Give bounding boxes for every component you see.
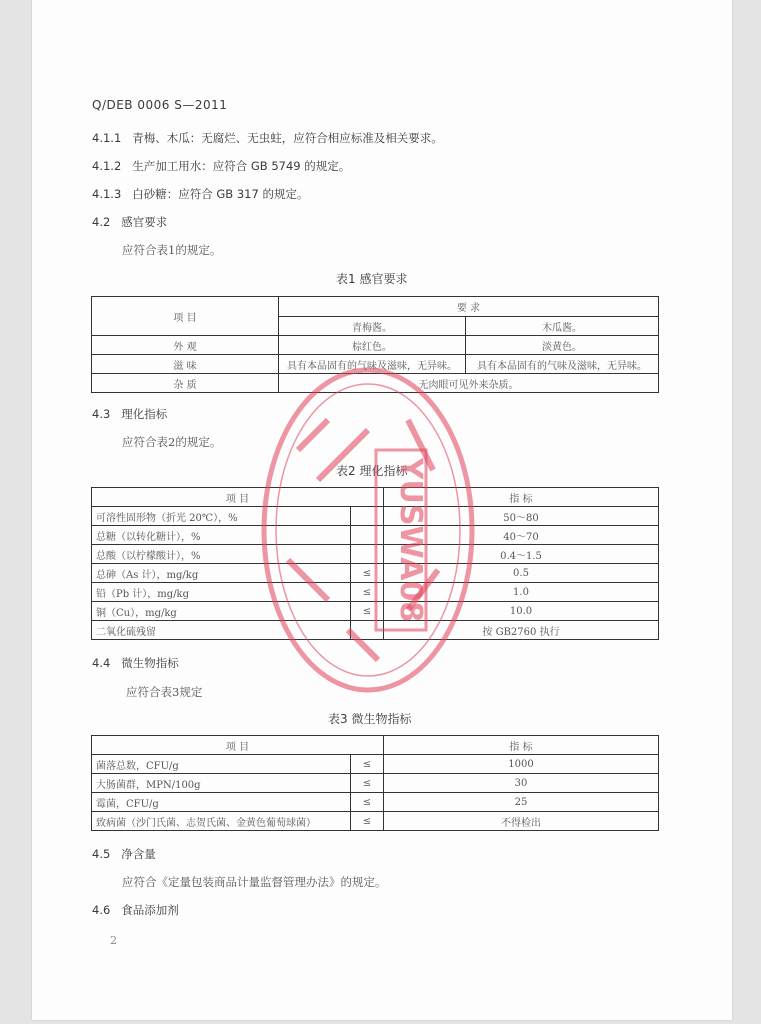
table-row — [92, 583, 659, 602]
section-number: 4.3 — [92, 407, 111, 421]
table-cell: 具有本品固有的气味及滋味，无异味。 — [466, 355, 659, 374]
table-row — [92, 793, 659, 812]
item-4-1-3 — [92, 186, 308, 202]
table-cell: 致病菌（沙门氏菌、志贺氏菌、金黄色葡萄球菌） — [92, 812, 351, 831]
doc-code: Q/DEB 0006 S—2011 — [92, 98, 228, 112]
item-4-1-1 — [92, 130, 443, 146]
table-cell: 霉菌，CFU/g — [92, 793, 351, 812]
table-row — [92, 545, 659, 564]
table-cell: 具有本品固有的气味及滋味，无异味。 — [279, 355, 466, 374]
table-cell: 1.0 — [384, 583, 659, 602]
table1-header-item: 项 目 — [92, 297, 279, 336]
table2-header-value: 指 标 — [384, 488, 659, 507]
table-cell: 40～70 — [384, 526, 659, 545]
table-cell: 淡黄色。 — [466, 336, 659, 355]
section-number: 4.2 — [92, 215, 111, 229]
table-cell: 外 观 — [92, 336, 279, 355]
table-cell: 棕红色。 — [279, 336, 466, 355]
section-4-4-body: 应符合表3规定 — [126, 685, 203, 699]
table-cell: 杂 质 — [92, 374, 279, 393]
table1-caption: 表1 感官要求 — [336, 272, 408, 286]
table-cell: 菌落总数，CFU/g — [92, 755, 351, 774]
table-cell: ≤ — [351, 583, 384, 602]
table-row — [92, 774, 659, 793]
table-cell: 25 — [384, 793, 659, 812]
section-4-2-heading — [92, 214, 167, 230]
section-4-5-heading — [92, 846, 156, 862]
table-row — [92, 355, 659, 374]
section-title: 感官要求 — [121, 215, 168, 229]
table-row — [92, 507, 659, 526]
table-cell — [351, 526, 384, 545]
table-row — [92, 755, 659, 774]
table-cell — [351, 507, 384, 526]
table-cell — [351, 545, 384, 564]
section-number: 4.6 — [92, 903, 111, 917]
item-number: 4.1.3 — [92, 187, 122, 201]
section-number: 4.4 — [92, 656, 111, 670]
item-number: 4.1.2 — [92, 159, 122, 173]
table-cell: ≤ — [351, 564, 384, 583]
table-cell: 铜（Cu），mg/kg — [92, 602, 351, 621]
section-number: 4.5 — [92, 847, 111, 861]
table-cell: 大肠菌群，MPN/100g — [92, 774, 351, 793]
table-cell: 不得检出 — [384, 812, 659, 831]
table-row — [92, 602, 659, 621]
table-cell: ≤ — [351, 793, 384, 812]
section-4-3-heading — [92, 406, 167, 422]
table1-header-requirement: 要 求 — [279, 297, 659, 317]
stamp-serial-text: YUSWA08 — [393, 457, 428, 623]
table-cell: 总砷（As 计），mg/kg — [92, 564, 351, 583]
section-4-3-body: 应符合表2的规定。 — [122, 435, 222, 449]
table-cell: ≤ — [351, 755, 384, 774]
table3-caption: 表3 微生物指标 — [328, 712, 412, 726]
table-row — [92, 526, 659, 545]
table-cell: 总糖（以转化糖计），% — [92, 526, 351, 545]
item-text: 生产加工用水：应符合 GB 5749 的规定。 — [132, 159, 351, 173]
table2-caption: 表2 理化指标 — [336, 464, 408, 478]
table-cell: 1000 — [384, 755, 659, 774]
table-row — [92, 812, 659, 831]
table-cell: 50～80 — [384, 507, 659, 526]
section-title: 食品添加剂 — [121, 903, 179, 917]
table-row — [92, 374, 659, 393]
table3-microbiological — [91, 735, 659, 831]
table1-subheader-a: 青梅酱。 — [279, 317, 466, 336]
item-text: 白砂糖：应符合 GB 317 的规定。 — [132, 187, 309, 201]
page-number: 2 — [110, 934, 117, 947]
table-cell: ≤ — [351, 812, 384, 831]
table-cell: 按 GB2760 执行 — [384, 621, 659, 640]
section-4-4-heading — [92, 655, 179, 671]
table-cell: 0.4～1.5 — [384, 545, 659, 564]
item-number: 4.1.1 — [92, 131, 122, 145]
section-title: 微生物指标 — [121, 656, 179, 670]
table-row — [92, 336, 659, 355]
table-cell: 无肉眼可见外来杂质。 — [279, 374, 659, 393]
table1-sensory — [91, 296, 659, 393]
table3-header-item: 项 目 — [92, 736, 384, 755]
table2-physicochemical — [91, 487, 659, 640]
table-row — [92, 621, 659, 640]
table-row — [92, 564, 659, 583]
table1-subheader-b: 木瓜酱。 — [466, 317, 659, 336]
table2-header-item: 项 目 — [92, 488, 384, 507]
table-cell: 10.0 — [384, 602, 659, 621]
section-4-5-body: 应符合《定量包装商品计量监督管理办法》的规定。 — [122, 875, 387, 889]
item-text: 青梅、木瓜：无腐烂、无虫蛀，应符合相应标准及相关要求。 — [132, 131, 443, 145]
item-4-1-2 — [92, 158, 350, 174]
table3-header-value: 指 标 — [384, 736, 659, 755]
table-cell: ≤ — [351, 602, 384, 621]
table-cell: 二氧化硫残留 — [92, 621, 351, 640]
table-cell: 滋 味 — [92, 355, 279, 374]
table-cell: ≤ — [351, 774, 384, 793]
table-cell: 铅（Pb 计），mg/kg — [92, 583, 351, 602]
table-cell — [351, 621, 384, 640]
table-cell: 30 — [384, 774, 659, 793]
section-title: 理化指标 — [121, 407, 168, 421]
table-cell: 可溶性固形物（折光 20℃），% — [92, 507, 351, 526]
table-cell: 0.5 — [384, 564, 659, 583]
section-title: 净含量 — [121, 847, 156, 861]
table-cell: 总酸（以柠檬酸计），% — [92, 545, 351, 564]
section-4-6-heading — [92, 902, 179, 918]
section-4-2-body: 应符合表1的规定。 — [122, 243, 222, 257]
